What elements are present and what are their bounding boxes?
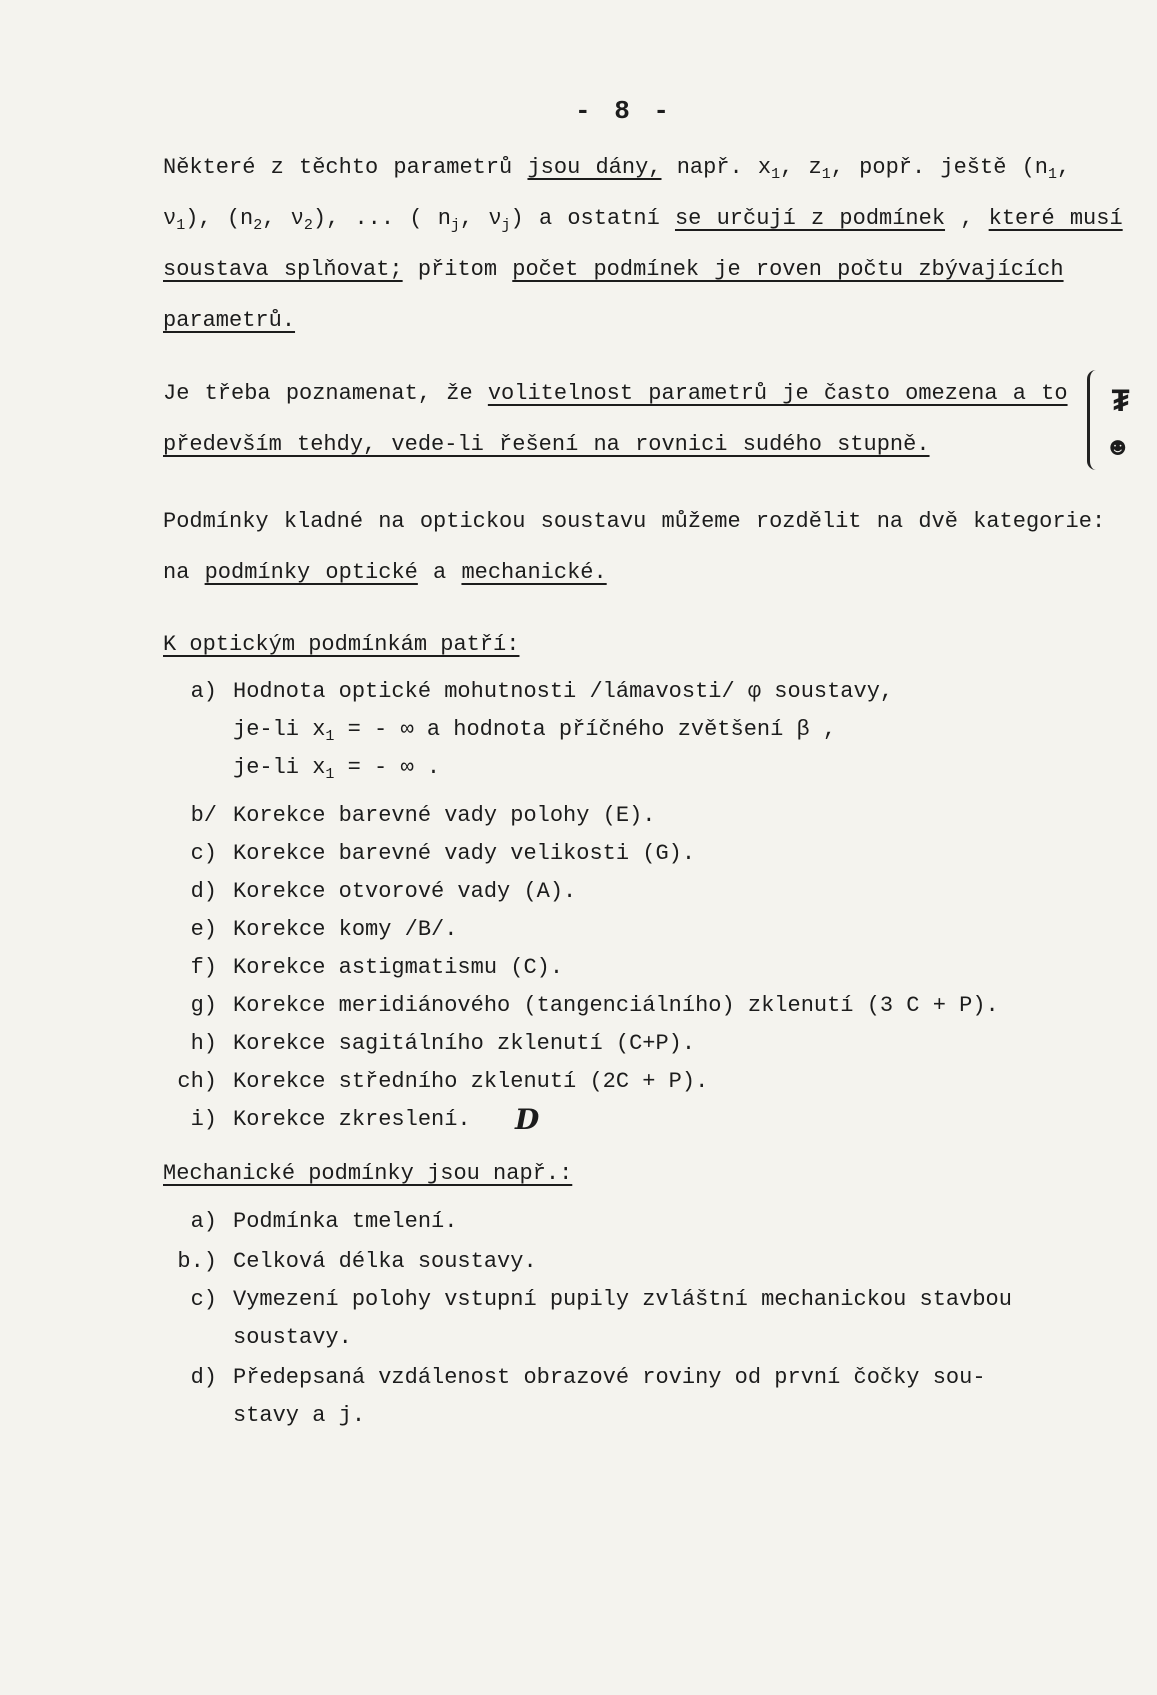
text: , ν: [163, 155, 1071, 231]
underlined-text: se určují z podmínek: [674, 206, 946, 231]
text: , ν: [459, 206, 502, 231]
item-text: Hodnota optické mohutnosti /lámavosti/ φ soustavy,: [233, 679, 894, 704]
optical-item: [163, 1065, 708, 1099]
item-label: h): [190, 1031, 217, 1056]
item-label: c): [190, 841, 217, 866]
item-label: b.): [177, 1249, 217, 1274]
text: Je třeba poznamenat, že: [163, 381, 488, 406]
mechanical-item-d-cont: stavy a j.: [233, 1403, 366, 1428]
mechanical-item: [163, 1245, 537, 1279]
underlined-text: jsou dány,: [527, 155, 662, 180]
item-label: i): [190, 1107, 217, 1132]
text: = - ∞ .: [334, 755, 441, 780]
item-label: a): [190, 679, 217, 704]
optical-item: [163, 837, 695, 871]
handwritten-mark: D: [515, 1103, 540, 1136]
text: Podmínky kladné na optickou soustavu můžeme rozdělit na dvě kategorie: na: [163, 509, 1106, 585]
item-text: Vymezení polohy vstupní pupily zvláštní mechanickou stavbou: [233, 1287, 1012, 1312]
underlined-text: podmínky optické: [204, 560, 418, 585]
item-text: Korekce astigmatismu (C).: [233, 955, 564, 980]
item-text: Korekce sagitálního zklenutí (C+P).: [233, 1031, 696, 1056]
item-text: Korekce středního zklenutí (2C + P).: [233, 1069, 709, 1094]
margin-scribble-icon: ₮: [1111, 384, 1131, 421]
subscript: j: [450, 217, 460, 234]
mechanical-item: [163, 1283, 1012, 1317]
paragraph-note: [163, 368, 1083, 470]
optical-item: [163, 989, 999, 1023]
mechanical-item-c-cont: soustavy.: [233, 1325, 352, 1350]
text: Některé z těchto parametrů: [163, 155, 528, 180]
item-label: g): [190, 993, 217, 1018]
optical-item: [163, 951, 563, 985]
underlined-text: volitelnost parametrů je často omezena a to především tehdy, vede-li řešení na rovnici sudého stupně.: [163, 381, 1068, 457]
optical-item-a-line2: [233, 713, 836, 747]
mechanical-item: [163, 1205, 457, 1239]
text: ,: [945, 206, 989, 231]
text: ) a ostatní: [510, 206, 675, 231]
subscript: 1: [771, 166, 781, 183]
subscript: 1: [821, 166, 831, 183]
item-label: a): [190, 1209, 217, 1234]
subscript: 2: [253, 217, 263, 234]
subscript: 1: [176, 217, 186, 234]
subscript: 1: [325, 728, 335, 745]
subscript: j: [501, 217, 511, 234]
item-label: b/: [190, 803, 217, 828]
underlined-text: počet podmínek je roven počtu zbývajících parametrů.: [163, 257, 1064, 333]
text: ), (n: [185, 206, 254, 231]
item-label: d): [190, 879, 217, 904]
mechanical-item: [163, 1361, 986, 1395]
margin-blot-icon: ☻: [1110, 433, 1126, 463]
text: přitom: [402, 257, 513, 282]
item-label: c): [190, 1287, 217, 1312]
mechanical-heading: Mechanické podmínky jsou např.:: [163, 1161, 573, 1186]
optical-item: [163, 1027, 695, 1061]
item-label: e): [190, 917, 217, 942]
text: = - ∞ a hodnota příčného zvětšení β ,: [334, 717, 837, 742]
optical-item: [163, 799, 655, 833]
optical-item-a: [163, 675, 893, 709]
page-number: - 8 -: [575, 96, 674, 126]
subscript: 1: [1048, 166, 1058, 183]
optical-item-a-line3: [233, 751, 440, 785]
item-text: Korekce barevné vady polohy (E).: [233, 803, 656, 828]
text: , z: [780, 155, 822, 180]
text: ), ... ( n: [312, 206, 451, 231]
margin-bracket: [1087, 370, 1099, 470]
underlined-text: mechanické.: [461, 560, 607, 585]
optical-item: [163, 875, 576, 909]
item-text: Korekce komy /B/.: [233, 917, 458, 942]
subscript: 2: [303, 217, 313, 234]
item-text: Korekce barevné vady velikosti (G).: [233, 841, 696, 866]
text: je-li x: [233, 755, 326, 780]
text: je-li x: [233, 717, 326, 742]
optical-item: [163, 1103, 471, 1137]
text: , ν: [262, 206, 304, 231]
text: např. x: [661, 155, 772, 180]
text: , popř. ještě (n: [830, 155, 1048, 180]
item-label: f): [190, 955, 217, 980]
underlined-text: které musí soustava splňovat;: [163, 206, 1123, 282]
item-label: d): [190, 1365, 217, 1390]
item-text: Podmínka tmelení.: [233, 1209, 458, 1234]
item-text: Předepsaná vzdálenost obrazové roviny od první čočky sou-: [233, 1365, 986, 1390]
item-text: Korekce meridiánového (tangenciálního) zklenutí (3 C + P).: [233, 993, 999, 1018]
subscript: 1: [325, 766, 335, 783]
item-text: Korekce otvorové vady (A).: [233, 879, 577, 904]
text: a: [417, 560, 462, 585]
item-label: ch): [177, 1069, 217, 1094]
optical-heading: K optickým podmínkám patří:: [163, 632, 520, 657]
paragraph-parameters: [163, 142, 1123, 346]
item-text: Korekce zkreslení.: [233, 1107, 471, 1132]
item-text: Celková délka soustavy.: [233, 1249, 537, 1274]
paragraph-categories: [163, 496, 1123, 598]
optical-item: [163, 913, 457, 947]
